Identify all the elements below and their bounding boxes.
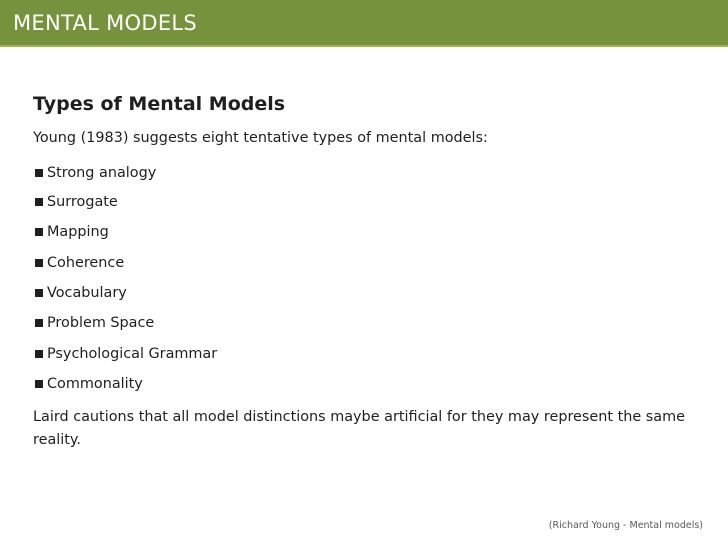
list-item-label: Vocabulary [47, 285, 127, 302]
slide-content [33, 92, 703, 452]
square-bullet-icon [35, 380, 43, 388]
list-item-label: Commonality [47, 375, 143, 392]
section-heading: Types of Mental Models [33, 93, 286, 115]
closing-paragraph: Laird cautions that all model distinctions maybe artificial for they may represent the same reality. [33, 409, 685, 449]
square-bullet-icon [35, 169, 43, 177]
list-item-label: Mapping [47, 224, 109, 241]
intro-text: Young (1983) suggests eight tentative types of mental models: [33, 130, 488, 146]
list-item [33, 187, 703, 217]
list-item [33, 308, 703, 338]
model-types-list [33, 159, 703, 399]
list-item-label: Surrogate [47, 194, 118, 211]
list-item [33, 159, 703, 187]
list-item [33, 248, 703, 278]
square-bullet-icon [35, 259, 43, 267]
list-item [33, 369, 703, 399]
list-item [33, 217, 703, 247]
square-bullet-icon [35, 198, 43, 206]
list-item-label: Coherence [47, 254, 125, 271]
square-bullet-icon [35, 228, 43, 236]
square-bullet-icon [35, 319, 43, 327]
list-item-label: Problem Space [47, 315, 155, 332]
source-citation: (Richard Young - Mental models) [548, 520, 703, 531]
list-item [33, 338, 703, 368]
list-item-label: Strong analogy [47, 165, 157, 181]
title-bar [0, 0, 728, 47]
slide-title: MENTAL MODELS [13, 11, 198, 35]
list-item [33, 278, 703, 308]
list-item-label: Psychological Grammar [47, 345, 218, 362]
square-bullet-icon [35, 350, 43, 358]
square-bullet-icon [35, 289, 43, 297]
